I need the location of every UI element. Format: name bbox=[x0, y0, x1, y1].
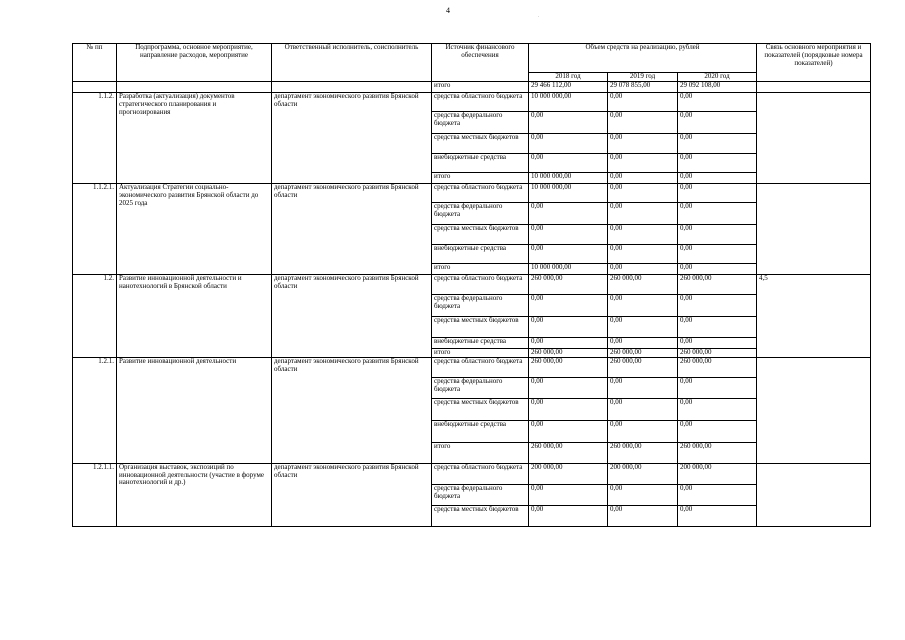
amount-cell: 260 000,00 bbox=[678, 349, 757, 358]
amount-cell: 0,00 bbox=[529, 377, 608, 398]
top-total-2018: 29 466 112,00 bbox=[529, 82, 608, 93]
table-row bbox=[73, 357, 871, 377]
source-cell: средства областного бюджета bbox=[432, 463, 529, 484]
amount-cell: 0,00 bbox=[678, 134, 757, 154]
amount-cell: 0,00 bbox=[608, 245, 678, 264]
header-program: Подпрограмма, основное мероприятие, направление расходов, мероприятие bbox=[117, 44, 272, 82]
scan-speck: . bbox=[538, 14, 540, 19]
amount-cell: 10 000 000,00 bbox=[529, 184, 608, 203]
header-row bbox=[73, 44, 871, 73]
item-executor: департамент экономического развития Брянской области bbox=[272, 463, 432, 526]
amount-cell: 10 000 000,00 bbox=[529, 93, 608, 112]
amount-cell: 0,00 bbox=[678, 173, 757, 184]
item-number: 1.1.2. bbox=[73, 93, 117, 184]
source-cell: внебюджетные средства bbox=[432, 420, 529, 442]
amount-cell: 0,00 bbox=[678, 154, 757, 173]
header-executor: Ответственный исполнитель, соисполнитель bbox=[272, 44, 432, 82]
amount-cell: 10 000 000,00 bbox=[529, 173, 608, 184]
header-year-2020: 2020 год bbox=[678, 73, 757, 82]
amount-cell: 0,00 bbox=[529, 420, 608, 442]
item-number: 1.2.1. bbox=[73, 357, 117, 463]
top-total-2019: 29 078 855,00 bbox=[608, 82, 678, 93]
amount-cell: 0,00 bbox=[678, 203, 757, 225]
amount-cell: 0,00 bbox=[608, 317, 678, 338]
item-number: 1.2.1.1. bbox=[73, 463, 117, 526]
source-cell: средства федерального бюджета bbox=[432, 112, 529, 134]
top-total-link bbox=[757, 82, 871, 93]
amount-cell: 0,00 bbox=[678, 505, 757, 526]
top-total-name bbox=[117, 82, 272, 93]
header-year-2018: 2018 год bbox=[529, 73, 608, 82]
item-number: 1.1.2.1. bbox=[73, 184, 117, 275]
source-cell: внебюджетные средства bbox=[432, 338, 529, 349]
amount-cell: 260 000,00 bbox=[608, 357, 678, 377]
table-row bbox=[73, 463, 871, 484]
table-row bbox=[73, 184, 871, 203]
amount-cell: 0,00 bbox=[529, 154, 608, 173]
source-cell: итого bbox=[432, 349, 529, 358]
source-cell: средства областного бюджета bbox=[432, 184, 529, 203]
table-row bbox=[73, 275, 871, 295]
top-total-executor bbox=[272, 82, 432, 93]
source-cell: итого bbox=[432, 264, 529, 275]
amount-cell: 260 000,00 bbox=[529, 275, 608, 295]
amount-cell: 260 000,00 bbox=[678, 357, 757, 377]
amount-cell: 260 000,00 bbox=[608, 275, 678, 295]
amount-cell: 0,00 bbox=[529, 112, 608, 134]
source-cell: средства федерального бюджета bbox=[432, 203, 529, 225]
header-source: Источник финансового обеспечения bbox=[432, 44, 529, 82]
item-name: Разработка (актуализация) документов стратегического планирования и прогнозирования bbox=[117, 93, 272, 184]
amount-cell: 0,00 bbox=[678, 245, 757, 264]
top-total-nn bbox=[73, 82, 117, 93]
amount-cell: 260 000,00 bbox=[678, 275, 757, 295]
item-executor: департамент экономического развития Брянской области bbox=[272, 275, 432, 358]
item-name: Развитие инновационной деятельности и нанотехнологий в Брянской области bbox=[117, 275, 272, 358]
item-link bbox=[757, 357, 871, 463]
amount-cell: 0,00 bbox=[529, 134, 608, 154]
amount-cell: 200 000,00 bbox=[608, 463, 678, 484]
amount-cell: 200 000,00 bbox=[529, 463, 608, 484]
amount-cell: 0,00 bbox=[608, 154, 678, 173]
item-link bbox=[757, 463, 871, 526]
amount-cell: 0,00 bbox=[678, 420, 757, 442]
amount-cell: 260 000,00 bbox=[529, 349, 608, 358]
amount-cell: 0,00 bbox=[529, 505, 608, 526]
source-cell: средства местных бюджетов bbox=[432, 134, 529, 154]
top-total-source: итого bbox=[432, 82, 529, 93]
item-number: 1.2. bbox=[73, 275, 117, 358]
amount-cell: 0,00 bbox=[678, 484, 757, 505]
source-cell: итого bbox=[432, 442, 529, 463]
header-link: Связь основного мероприятия и показателей (порядковые номера показателей) bbox=[757, 44, 871, 82]
source-cell: средства областного бюджета bbox=[432, 357, 529, 377]
source-cell: средства областного бюджета bbox=[432, 93, 529, 112]
amount-cell: 0,00 bbox=[678, 112, 757, 134]
source-cell: средства местных бюджетов bbox=[432, 225, 529, 245]
source-cell: внебюджетные средства bbox=[432, 245, 529, 264]
source-cell: средства местных бюджетов bbox=[432, 317, 529, 338]
item-name: Организация выставок, экспозиций по инновационной деятельности (участие в форуме нанотехнологий и др.) bbox=[117, 463, 272, 526]
amount-cell: 0,00 bbox=[678, 338, 757, 349]
page-number: 4 bbox=[446, 6, 450, 15]
amount-cell: 260 000,00 bbox=[608, 442, 678, 463]
amount-cell: 0,00 bbox=[608, 398, 678, 420]
amount-cell: 0,00 bbox=[529, 398, 608, 420]
amount-cell: 200 000,00 bbox=[678, 463, 757, 484]
amount-cell: 0,00 bbox=[608, 225, 678, 245]
amount-cell: 0,00 bbox=[529, 203, 608, 225]
source-cell: средства местных бюджетов bbox=[432, 398, 529, 420]
amount-cell: 0,00 bbox=[529, 225, 608, 245]
item-executor: департамент экономического развития Брянской области bbox=[272, 93, 432, 184]
table-row bbox=[73, 93, 871, 112]
amount-cell: 0,00 bbox=[529, 295, 608, 317]
amount-cell: 260 000,00 bbox=[678, 442, 757, 463]
header-nn: № пп bbox=[73, 44, 117, 82]
top-total-row bbox=[73, 82, 871, 93]
source-cell: средства областного бюджета bbox=[432, 275, 529, 295]
item-link: 4,5 bbox=[757, 275, 871, 358]
source-cell: средства федерального бюджета bbox=[432, 295, 529, 317]
source-cell: средства федерального бюджета bbox=[432, 377, 529, 398]
amount-cell: 0,00 bbox=[678, 225, 757, 245]
amount-cell: 0,00 bbox=[608, 295, 678, 317]
source-cell: средства федерального бюджета bbox=[432, 484, 529, 505]
header-volume: Объем средств на реализацию, рублей bbox=[529, 44, 757, 73]
amount-cell: 0,00 bbox=[678, 93, 757, 112]
amount-cell: 0,00 bbox=[678, 264, 757, 275]
amount-cell: 260 000,00 bbox=[529, 442, 608, 463]
amount-cell: 0,00 bbox=[529, 245, 608, 264]
source-cell: средства местных бюджетов bbox=[432, 505, 529, 526]
amount-cell: 0,00 bbox=[608, 112, 678, 134]
item-name: Актуализация Стратегии социально-экономического развития Брянской области до 2025 года bbox=[117, 184, 272, 275]
amount-cell: 0,00 bbox=[608, 184, 678, 203]
amount-cell: 0,00 bbox=[608, 505, 678, 526]
amount-cell: 0,00 bbox=[608, 484, 678, 505]
amount-cell: 0,00 bbox=[678, 317, 757, 338]
item-executor: департамент экономического развития Брянской области bbox=[272, 357, 432, 463]
amount-cell: 0,00 bbox=[678, 398, 757, 420]
amount-cell: 0,00 bbox=[608, 338, 678, 349]
amount-cell: 0,00 bbox=[608, 93, 678, 112]
item-name: Развитие инновационной деятельности bbox=[117, 357, 272, 463]
source-cell: итого bbox=[432, 173, 529, 184]
amount-cell: 0,00 bbox=[608, 420, 678, 442]
top-total-2020: 29 092 108,00 bbox=[678, 82, 757, 93]
funding-table bbox=[72, 43, 871, 527]
amount-cell: 260 000,00 bbox=[529, 357, 608, 377]
amount-cell: 0,00 bbox=[608, 134, 678, 154]
header-year-2019: 2019 год bbox=[608, 73, 678, 82]
item-link bbox=[757, 93, 871, 184]
amount-cell: 0,00 bbox=[529, 484, 608, 505]
amount-cell: 0,00 bbox=[529, 338, 608, 349]
amount-cell: 0,00 bbox=[608, 203, 678, 225]
amount-cell: 0,00 bbox=[678, 377, 757, 398]
item-executor: департамент экономического развития Брянской области bbox=[272, 184, 432, 275]
amount-cell: 0,00 bbox=[529, 317, 608, 338]
amount-cell: 0,00 bbox=[608, 377, 678, 398]
amount-cell: 0,00 bbox=[678, 295, 757, 317]
amount-cell: 10 000 000,00 bbox=[529, 264, 608, 275]
amount-cell: 0,00 bbox=[608, 173, 678, 184]
amount-cell: 0,00 bbox=[678, 184, 757, 203]
amount-cell: 0,00 bbox=[608, 264, 678, 275]
item-link bbox=[757, 184, 871, 275]
amount-cell: 260 000,00 bbox=[608, 349, 678, 358]
source-cell: внебюджетные средства bbox=[432, 154, 529, 173]
